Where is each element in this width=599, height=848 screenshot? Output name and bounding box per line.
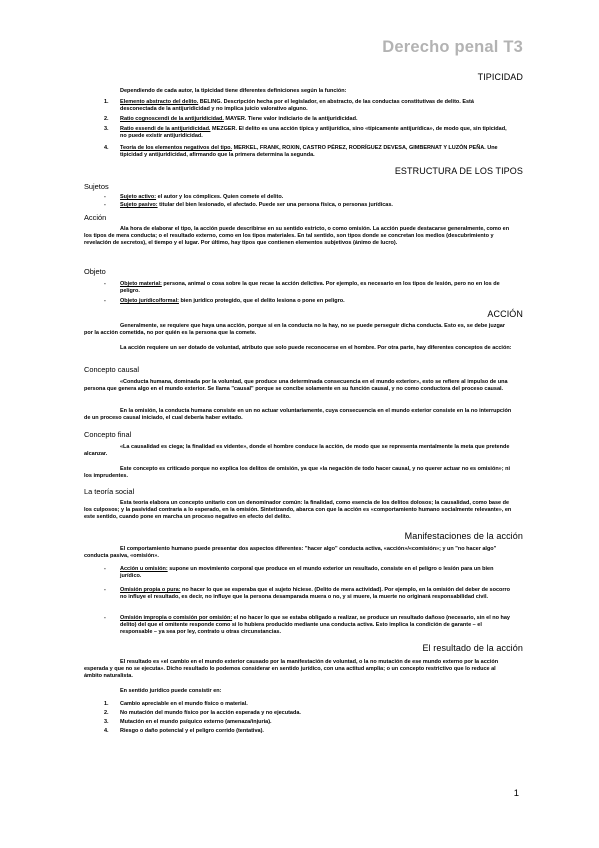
final-p2: Este concepto es criticado porque no explica los delitos de omisión, ya que «la negación de todo hacer causal, y no querer actuar no es omisión»; ni los imprudentes. — [84, 466, 510, 479]
resultado-item: Mutación en el mundo psíquico externo (amenaza/injuria). — [120, 719, 272, 725]
document-title: Derecho penal T3 — [382, 38, 523, 56]
tipicidad-item-number: 1. — [104, 99, 109, 105]
manifestacion-item-text: el no hacer lo que se estaba obligado a realizar, se produce un resultado dañoso (necesario, sin el no hay delito) del que el omitente responde como si lo hubiera producido mediante una conducta activa. Esto implica la condición de garante – el responsable – ya sea por ley, contrato u otras circunstancias. — [120, 615, 510, 635]
subheading-sujetos: Sujetos — [84, 182, 109, 191]
final-p1: «La causalidad es ciega; la finalidad es vidente», donde el hombre conduce la acción, de modo que se representa mentalmente la meta que pretende alcanzar. — [84, 444, 510, 457]
bullet-dash: - — [104, 566, 106, 572]
subheading-accion: Acción — [84, 213, 107, 222]
social-paragraph: Esta teoría elabora un concepto unitario con un denominador común: la finalidad, como esencia de los delitos dolosos; la causalidad, como base de los culposos; y la pasividad contraria a lo esperado, en la omisión. Sintetizando, abarca con que la acción es «comportamiento humano socialmente relevante», en este sentido, cuando pone en marcha un proceso negativo en efecto del delito. — [84, 500, 512, 520]
manifestacion-item-term: Omisión propia o pura: — [120, 587, 181, 593]
resultado-item: Riesgo o daño potencial y el peligro corrido (tentativa). — [120, 728, 264, 734]
manifestacion-item-term: Acción u omisión: — [120, 566, 168, 572]
causal-p1: «Conducta humana, dominada por la voluntad, que produce una determinada consecuencia en el mundo exterior», esto se refiere al impulso de una persona que genera algo en el mundo exterior. Se llama "causal" porque se concibe solamente en su función causal, y no como conductora del proceso causal. — [84, 379, 508, 392]
page-number: 1 — [513, 788, 519, 799]
bullet-dash: - — [104, 202, 106, 208]
causal-p2: En la omisión, la conducta humana consiste en un no actuar voluntariamente, cuya consecuencia en el mundo exterior consiste en la no interrupción de un proceso causal iniciado, el cual debería haber evitado. — [84, 408, 512, 421]
tipicidad-item — [120, 126, 510, 140]
section-heading-manifestaciones: Manifestaciones de la acción — [404, 531, 523, 541]
manifestacion-item-text: supone un movimiento corporal que produce en el mundo exterior un resultado, consiste en el peligro o lesión para un bien jurídico. — [120, 566, 494, 579]
tipicidad-item-number: 3. — [104, 126, 109, 132]
resultado-item: Cambio apreciable en el mundo físico o material. — [120, 701, 248, 707]
sujeto-item — [120, 194, 510, 201]
objeto-item-term: Objeto material: — [120, 281, 162, 287]
tipicidad-item — [120, 145, 510, 159]
bullet-dash: - — [104, 298, 106, 304]
resultado-p2: En sentido jurídico puede consistir en: — [120, 688, 222, 694]
subheading-objeto: Objeto — [84, 267, 106, 276]
tipicidad-item-term: Elemento abstracto del delito. — [120, 99, 199, 105]
accion-p2: La acción requiere un ser dotado de voluntad, atributo que solo puede reconocerse en el hombre. Por otra parte, hay diferentes conceptos de acción: — [120, 345, 512, 351]
bullet-dash: - — [104, 281, 106, 287]
section-heading-accion: ACCIÓN — [487, 309, 523, 319]
manifestacion-item — [120, 566, 510, 580]
tipicidad-item-text: MEZGER. El delito es una acción típica y antijurídica, sino «típicamente antijurídica», de modo que, sin tipicidad, no puede existir antijuridicidad. — [120, 126, 507, 139]
tipicidad-intro: Dependiendo de cada autor, la tipicidad tiene diferentes definiciones según la función: — [120, 88, 347, 94]
accion-p1: Generalmente, se requiere que haya una acción, porque si en la conducta no la hay, no se puede perseguir dicha conducta. Esto es, se debe juzgar por la acción cometida, no por quién es la persona que la comete. — [84, 323, 506, 336]
manifestaciones-intro: El comportamiento humano puede presentar dos aspectos diferentes: "hacer algo" conducta activa, «acción»/«comisión»; y un "no hacer algo" conducta pasiva, «omisión». — [84, 546, 497, 559]
objeto-item-term: Objeto jurídico/formal: — [120, 298, 179, 304]
sujeto-item-text: titular del bien lesionado, el afectado. Puede ser una persona física, o personas jurídicas. — [157, 202, 393, 208]
sujeto-item-term: Sujeto pasivo: — [120, 202, 158, 208]
objeto-item — [120, 298, 510, 305]
resultado-item-number: 4. — [104, 728, 109, 734]
manifestacion-item-term: Omisión impropia o comisión por omisión: — [120, 615, 233, 621]
tipicidad-item-text: MAYER. Tiene valor indiciario de la antijuridicidad. — [223, 116, 358, 122]
resultado-item-number: 3. — [104, 719, 109, 725]
subheading-teoria-social: La teoría social — [84, 487, 135, 496]
bullet-dash: - — [104, 194, 106, 200]
subheading-concepto-final: Concepto final — [84, 430, 132, 439]
manifestacion-item — [120, 615, 510, 636]
tipicidad-item-text: BELING. Descripción hecha por el legislador, en abstracto, de las conductas constitutivas de delito. Está desconectada de la antijuridicidad y no implica juicio valorativo alguno. — [120, 99, 474, 112]
sujeto-item — [120, 202, 510, 209]
bullet-dash: - — [104, 587, 106, 593]
tipicidad-item — [120, 116, 510, 123]
tipicidad-item-text: MERKEL, FRANK, ROXIN, CASTRO PÉREZ, RODRÍGUEZ DEVESA, GIMBERNAT Y LUZÓN PEÑA. Une tipicidad y antijuridicidad, afirmando que la primera determina la segunda. — [120, 145, 498, 158]
manifestacion-item-text: no hacer lo que se esperaba que el sujeto hiciese. (Delito de mera actividad). Por ejemplo, en la omisión del deber de socorro no influye el resultado, es decir, no influye que la persona desamparada muera o no, y si muere, la muerte no originará responsabilidad civil. — [120, 587, 511, 600]
sujeto-item-term: Sujeto activo: — [120, 194, 157, 200]
section-heading-resultado: El resultado de la acción — [422, 643, 523, 653]
objeto-item-text: bien jurídico protegido, que el delito lesiona o pone en peligro. — [178, 298, 345, 304]
subheading-concepto-causal: Concepto causal — [84, 365, 140, 374]
tipicidad-item-number: 2. — [104, 116, 109, 122]
tipicidad-item — [120, 99, 510, 113]
tipicidad-item-term: Teoría de los elementos negativos del tipo. — [120, 145, 233, 151]
tipicidad-item-number: 4. — [104, 145, 109, 151]
accion-paragraph: Ala hora de elaborar el tipo, la acción puede describirse en su sentido estricto, o como omisión. La acción puede destacarse generalmente, como en los tipos de mera conducta; o el resultado externo, como en los tipos materiales. En tal sentido, son tipos donde se concretan los medios (descubrimiento y revelación de secretos), el tiempo y el lugar. Por último, hay tipos que contienen elementos subjetivos (ánimo de lucro). — [84, 226, 510, 246]
resultado-item: No mutación del mundo físico por la acción esperada y no ejecutada. — [120, 710, 301, 716]
objeto-item — [120, 281, 510, 295]
section-heading-estructura: ESTRUCTURA DE LOS TIPOS — [394, 166, 523, 176]
resultado-item-number: 1. — [104, 701, 109, 707]
manifestacion-item — [120, 587, 510, 601]
objeto-item-text: persona, animal o cosa sobre la que recae la acción delictiva. Por ejemplo, es necesario en los tipos de lesión, pero no en los de peligro. — [120, 281, 500, 294]
resultado-p1: El resultado es «el cambio en el mundo exterior causado por la manifestación de voluntad, o la no mutación de ese mundo externo por la acción esperada y que no se ejecuta». Dicho resultado lo podemos considerar en sentido jurídico, con una actitud amplia; o un concepto restrictivo que lo reduce al ámbito naturalista. — [84, 659, 499, 679]
section-heading-tipicidad: TIPICIDAD — [477, 72, 523, 82]
resultado-item-number: 2. — [104, 710, 109, 716]
sujeto-item-text: el autor y los cómplices. Quien comete el delito. — [156, 194, 284, 200]
tipicidad-item-term: Ratio cognoscendi de la antijuridicidad. — [120, 116, 224, 122]
tipicidad-item-term: Ratio essendi de la antijuridicidad. — [120, 126, 211, 132]
bullet-dash: - — [104, 615, 106, 621]
